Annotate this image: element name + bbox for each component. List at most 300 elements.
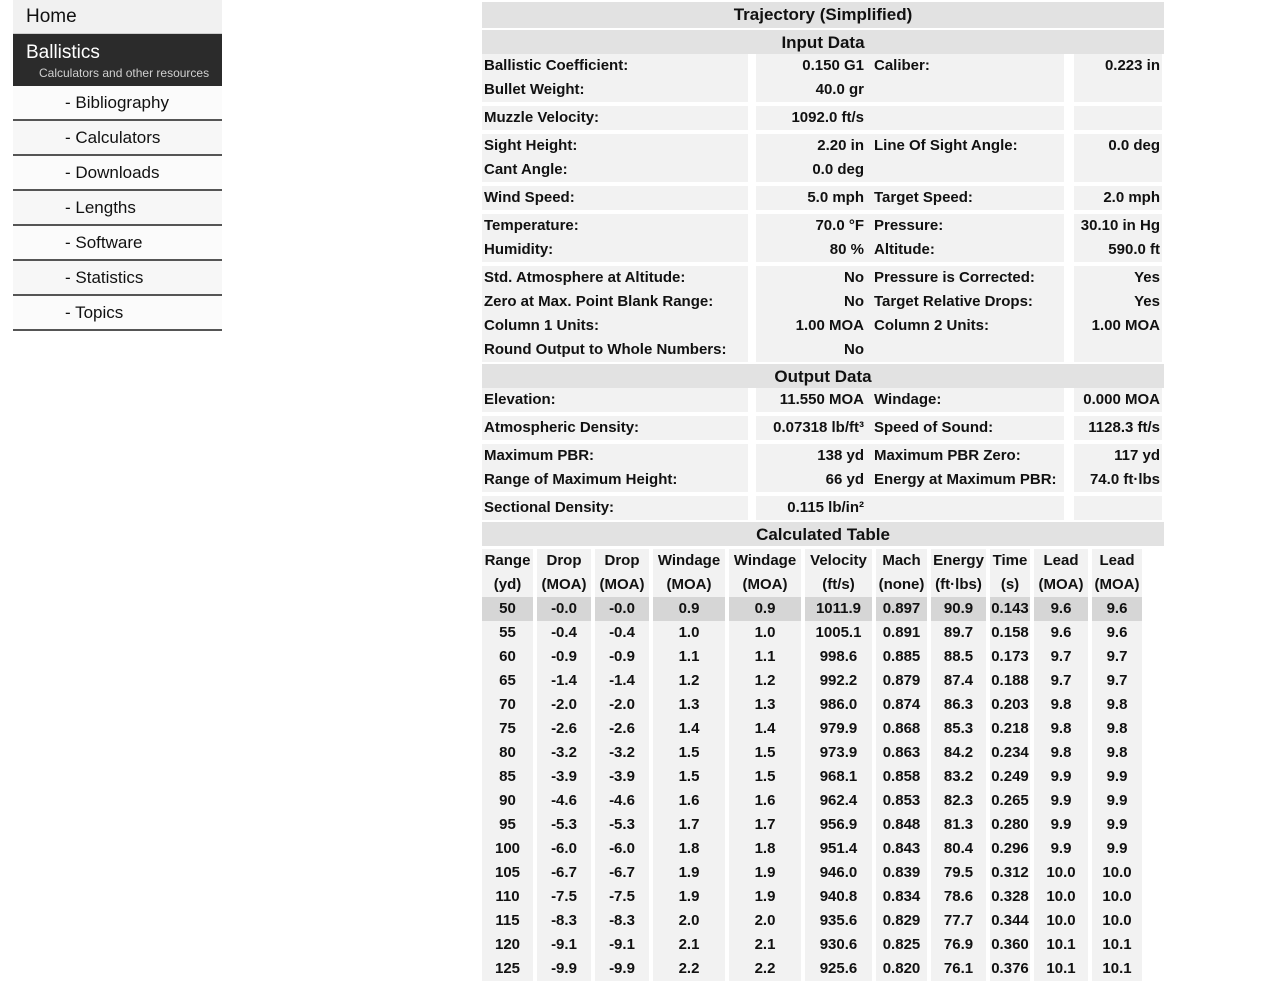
table-cell: 1.2: [729, 669, 801, 693]
row-value: 30.10 in Hg: [1074, 214, 1162, 238]
row-label: [866, 158, 1064, 182]
table-cell: 0.834: [876, 885, 927, 909]
table-cell: 87.4: [931, 669, 986, 693]
table-cell: 2.2: [729, 957, 801, 981]
table-cell: 0.296: [990, 837, 1030, 861]
table-cell: -5.3: [595, 813, 649, 837]
table-cell: 0.874: [876, 693, 927, 717]
table-cell: 10.1: [1092, 933, 1142, 957]
table-cell: 0.249: [990, 765, 1030, 789]
row-label: Sectional Density:: [482, 496, 748, 520]
row-value: No: [756, 290, 866, 314]
row-label: Pressure is Corrected:: [866, 266, 1064, 290]
table-cell: 65: [482, 669, 533, 693]
row-label: Maximum PBR:: [482, 444, 748, 468]
table-cell: 9.6: [1034, 597, 1088, 621]
table-cell: -2.6: [537, 717, 591, 741]
table-cell: 1.9: [729, 885, 801, 909]
table-cell: 75: [482, 717, 533, 741]
table-cell: 10.0: [1034, 861, 1088, 885]
row-value: No: [756, 338, 866, 362]
table-cell: 0.280: [990, 813, 1030, 837]
table-cell: 968.1: [805, 765, 872, 789]
table-cell: 0.839: [876, 861, 927, 885]
table-cell: 1.6: [653, 789, 725, 813]
column-unit: (none): [876, 573, 927, 597]
row-label: Maximum PBR Zero:: [866, 444, 1064, 468]
data-row: [482, 158, 1164, 182]
table-cell: 2.1: [729, 933, 801, 957]
column-unit: (MOA): [1034, 573, 1088, 597]
trajectory-table: [482, 0, 1164, 981]
column-unit: (MOA): [595, 573, 649, 597]
table-cell: 81.3: [931, 813, 986, 837]
table-cell: -3.2: [537, 741, 591, 765]
column-header: Drop: [537, 549, 591, 573]
table-cell: 9.8: [1034, 741, 1088, 765]
table-cell: 979.9: [805, 717, 872, 741]
column-header: Lead: [1034, 549, 1088, 573]
table-row: [482, 861, 1164, 885]
table-cell: 9.6: [1034, 621, 1088, 645]
data-row: [482, 106, 1164, 130]
row-value: 2.0 mph: [1074, 186, 1162, 210]
table-cell: 1.8: [653, 837, 725, 861]
table-cell: 1.9: [653, 861, 725, 885]
row-value: 11.550 MOA: [756, 388, 866, 412]
table-cell: 0.843: [876, 837, 927, 861]
table-cell: 925.6: [805, 957, 872, 981]
table-cell: 962.4: [805, 789, 872, 813]
table-cell: 10.1: [1092, 957, 1142, 981]
row-label: Zero at Max. Point Blank Range:: [482, 290, 748, 314]
row-value: [1074, 338, 1162, 362]
column-unit: (MOA): [1092, 573, 1142, 597]
row-value: 40.0 gr: [756, 78, 866, 102]
table-cell: -6.0: [537, 837, 591, 861]
table-cell: 1.6: [729, 789, 801, 813]
data-row: [482, 444, 1164, 468]
table-cell: 9.7: [1092, 645, 1142, 669]
table-cell: 1.5: [653, 765, 725, 789]
row-label: Std. Atmosphere at Altitude:: [482, 266, 748, 290]
table-cell: 70: [482, 693, 533, 717]
row-value: [1074, 106, 1162, 130]
table-cell: 88.5: [931, 645, 986, 669]
table-cell: 76.1: [931, 957, 986, 981]
table-cell: 9.8: [1092, 741, 1142, 765]
table-cell: 1.8: [729, 837, 801, 861]
table-cell: 0.891: [876, 621, 927, 645]
table-cell: 9.9: [1092, 813, 1142, 837]
table-cell: -0.0: [595, 597, 649, 621]
row-value: [1074, 496, 1162, 520]
table-cell: 2.2: [653, 957, 725, 981]
table-cell: -0.0: [537, 597, 591, 621]
table-cell: 1.9: [653, 885, 725, 909]
row-label: [866, 338, 1064, 362]
table-cell: -0.9: [537, 645, 591, 669]
column-header: Velocity: [805, 549, 872, 573]
table-cell: -9.1: [595, 933, 649, 957]
table-cell: 9.7: [1034, 645, 1088, 669]
column-header: Lead: [1092, 549, 1142, 573]
table-cell: 1.5: [729, 765, 801, 789]
table-row: [482, 693, 1164, 717]
sidebar-item[interactable]: - Software: [13, 226, 222, 261]
table-cell: -9.1: [537, 933, 591, 957]
table-cell: 55: [482, 621, 533, 645]
row-label: [866, 78, 1064, 102]
table-cell: -7.5: [595, 885, 649, 909]
table-cell: 0.897: [876, 597, 927, 621]
table-cell: 85.3: [931, 717, 986, 741]
row-label: Temperature:: [482, 214, 748, 238]
column-header: Range: [482, 549, 533, 573]
data-row: [482, 186, 1164, 210]
table-row: [482, 669, 1164, 693]
table-cell: 0.218: [990, 717, 1030, 741]
table-cell: 9.9: [1092, 765, 1142, 789]
table-cell: -0.9: [595, 645, 649, 669]
data-row: [482, 416, 1164, 440]
table-cell: 0.143: [990, 597, 1030, 621]
table-cell: 0.188: [990, 669, 1030, 693]
table-cell: 9.6: [1092, 621, 1142, 645]
row-value: 2.20 in: [756, 134, 866, 158]
output-data-header: Output Data: [482, 364, 1164, 388]
input-data-header: Input Data: [482, 30, 1164, 54]
data-row: [482, 134, 1164, 158]
row-value: Yes: [1074, 266, 1162, 290]
column-unit: (yd): [482, 573, 533, 597]
nav-home-link[interactable]: Home: [13, 0, 222, 34]
data-row: [482, 314, 1164, 338]
table-cell: 9.8: [1034, 717, 1088, 741]
row-value: 0.0 deg: [1074, 134, 1162, 158]
column-unit: (MOA): [537, 573, 591, 597]
table-cell: 82.3: [931, 789, 986, 813]
calculated-table-header: Calculated Table: [482, 522, 1164, 546]
table-cell: 115: [482, 909, 533, 933]
table-cell: 1.5: [653, 741, 725, 765]
row-value: Yes: [1074, 290, 1162, 314]
table-cell: 0.328: [990, 885, 1030, 909]
table-cell: 1.0: [729, 621, 801, 645]
row-label: Caliber:: [866, 54, 1064, 78]
table-row: [482, 741, 1164, 765]
table-cell: 0.376: [990, 957, 1030, 981]
column-unit: (MOA): [729, 573, 801, 597]
row-value: 590.0 ft: [1074, 238, 1162, 262]
row-label: Range of Maximum Height:: [482, 468, 748, 492]
row-value: 138 yd: [756, 444, 866, 468]
row-value: 1.00 MOA: [1074, 314, 1162, 338]
row-label: Bullet Weight:: [482, 78, 748, 102]
sidebar-nav: [13, 0, 222, 331]
row-label: Altitude:: [866, 238, 1064, 262]
table-row: [482, 765, 1164, 789]
table-row: [482, 621, 1164, 645]
row-value: 5.0 mph: [756, 186, 866, 210]
table-cell: 0.173: [990, 645, 1030, 669]
nav-ballistics-title: Ballistics: [26, 42, 100, 63]
table-cell: 9.9: [1092, 789, 1142, 813]
table-cell: -0.4: [537, 621, 591, 645]
table-cell: 10.0: [1092, 861, 1142, 885]
row-value: 117 yd: [1074, 444, 1162, 468]
table-cell: 0.879: [876, 669, 927, 693]
table-row: [482, 813, 1164, 837]
table-cell: -7.5: [537, 885, 591, 909]
row-label: Line Of Sight Angle:: [866, 134, 1064, 158]
table-cell: 50: [482, 597, 533, 621]
data-row: [482, 338, 1164, 362]
table-cell: 0.344: [990, 909, 1030, 933]
column-header: Energy: [931, 549, 986, 573]
table-cell: 0.158: [990, 621, 1030, 645]
table-cell: 0.265: [990, 789, 1030, 813]
table-cell: 956.9: [805, 813, 872, 837]
row-label: Wind Speed:: [482, 186, 748, 210]
row-value: 0.0 deg: [756, 158, 866, 182]
table-cell: 1.5: [729, 741, 801, 765]
table-cell: 2.1: [653, 933, 725, 957]
table-cell: 110: [482, 885, 533, 909]
table-cell: -5.3: [537, 813, 591, 837]
nav-ballistics-active[interactable]: [13, 34, 222, 86]
data-row: [482, 214, 1164, 238]
table-cell: 0.825: [876, 933, 927, 957]
table-cell: 935.6: [805, 909, 872, 933]
column-header: Drop: [595, 549, 649, 573]
table-cell: -0.4: [595, 621, 649, 645]
table-cell: 9.9: [1092, 837, 1142, 861]
sidebar-item[interactable]: - Topics: [13, 296, 222, 331]
table-cell: 10.0: [1092, 909, 1142, 933]
data-row: [482, 238, 1164, 262]
table-cell: 9.6: [1092, 597, 1142, 621]
table-cell: 946.0: [805, 861, 872, 885]
table-cell: -4.6: [595, 789, 649, 813]
table-cell: 89.7: [931, 621, 986, 645]
row-value: 74.0 ft·lbs: [1074, 468, 1162, 492]
table-cell: 0.312: [990, 861, 1030, 885]
page-title: Trajectory (Simplified): [482, 2, 1164, 28]
table-cell: 100: [482, 837, 533, 861]
table-cell: 1.3: [729, 693, 801, 717]
table-cell: 10.0: [1034, 909, 1088, 933]
table-cell: 0.868: [876, 717, 927, 741]
table-cell: 940.8: [805, 885, 872, 909]
table-cell: 86.3: [931, 693, 986, 717]
table-cell: 0.853: [876, 789, 927, 813]
table-row: [482, 645, 1164, 669]
row-label: [866, 106, 1064, 130]
table-cell: 1.0: [653, 621, 725, 645]
data-row: [482, 290, 1164, 314]
table-cell: 9.9: [1034, 813, 1088, 837]
row-label: Column 1 Units:: [482, 314, 748, 338]
table-cell: 0.820: [876, 957, 927, 981]
row-label: Ballistic Coefficient:: [482, 54, 748, 78]
table-row: [482, 957, 1164, 981]
data-row: [482, 266, 1164, 290]
table-cell: 2.0: [653, 909, 725, 933]
data-row: [482, 468, 1164, 492]
table-cell: 9.8: [1092, 717, 1142, 741]
table-cell: 1.7: [729, 813, 801, 837]
table-cell: -1.4: [537, 669, 591, 693]
table-cell: 1.1: [653, 645, 725, 669]
table-cell: 79.5: [931, 861, 986, 885]
table-cell: 1.4: [653, 717, 725, 741]
table-cell: 80: [482, 741, 533, 765]
table-cell: 10.1: [1034, 933, 1088, 957]
table-cell: 120: [482, 933, 533, 957]
table-cell: 95: [482, 813, 533, 837]
table-cell: 9.9: [1034, 765, 1088, 789]
table-cell: 0.9: [729, 597, 801, 621]
row-label: [866, 496, 1064, 520]
table-cell: -1.4: [595, 669, 649, 693]
row-label: Energy at Maximum PBR:: [866, 468, 1064, 492]
table-cell: -2.0: [595, 693, 649, 717]
table-cell: -9.9: [537, 957, 591, 981]
table-row: [482, 933, 1164, 957]
table-cell: 9.7: [1092, 669, 1142, 693]
table-row: [482, 717, 1164, 741]
row-label: Pressure:: [866, 214, 1064, 238]
data-row: [482, 388, 1164, 412]
table-cell: 78.6: [931, 885, 986, 909]
row-value: 0.115 lb/in²: [756, 496, 866, 520]
row-value: 70.0 °F: [756, 214, 866, 238]
table-cell: 10.0: [1092, 885, 1142, 909]
table-cell: -6.0: [595, 837, 649, 861]
sidebar-item[interactable]: - Lengths: [13, 191, 222, 226]
sidebar-item[interactable]: - Bibliography: [13, 86, 222, 121]
row-label: Target Speed:: [866, 186, 1064, 210]
table-cell: 0.203: [990, 693, 1030, 717]
row-label: Target Relative Drops:: [866, 290, 1064, 314]
table-cell: -3.9: [537, 765, 591, 789]
table-cell: -2.0: [537, 693, 591, 717]
sidebar-item[interactable]: - Statistics: [13, 261, 222, 296]
row-label: Cant Angle:: [482, 158, 748, 182]
data-row: [482, 54, 1164, 78]
column-unit: (ft/s): [805, 573, 872, 597]
column-unit: (s): [990, 573, 1030, 597]
table-cell: 0.863: [876, 741, 927, 765]
table-cell: 9.8: [1034, 693, 1088, 717]
table-cell: 1.1: [729, 645, 801, 669]
table-cell: 1.2: [653, 669, 725, 693]
table-row: [482, 909, 1164, 933]
table-cell: 10.0: [1034, 885, 1088, 909]
table-cell: 998.6: [805, 645, 872, 669]
table-cell: -6.7: [537, 861, 591, 885]
table-cell: 9.9: [1034, 789, 1088, 813]
table-cell: 973.9: [805, 741, 872, 765]
table-cell: 2.0: [729, 909, 801, 933]
table-cell: 1.9: [729, 861, 801, 885]
row-value: 0.000 MOA: [1074, 388, 1162, 412]
row-value: [1074, 78, 1162, 102]
table-cell: 0.234: [990, 741, 1030, 765]
table-cell: 10.1: [1034, 957, 1088, 981]
column-unit: (ft·lbs): [931, 573, 986, 597]
table-cell: 0.829: [876, 909, 927, 933]
row-label: Column 2 Units:: [866, 314, 1064, 338]
table-row: [482, 597, 1164, 621]
table-cell: 9.8: [1092, 693, 1142, 717]
table-cell: 1011.9: [805, 597, 872, 621]
table-cell: 1005.1: [805, 621, 872, 645]
table-cell: 9.9: [1034, 837, 1088, 861]
row-label: Muzzle Velocity:: [482, 106, 748, 130]
table-cell: 9.7: [1034, 669, 1088, 693]
table-cell: 80.4: [931, 837, 986, 861]
table-cell: 1.4: [729, 717, 801, 741]
table-cell: 1.3: [653, 693, 725, 717]
column-header: Mach: [876, 549, 927, 573]
row-value: 1.00 MOA: [756, 314, 866, 338]
table-cell: 105: [482, 861, 533, 885]
table-row: [482, 837, 1164, 861]
table-cell: 0.848: [876, 813, 927, 837]
table-cell: 85: [482, 765, 533, 789]
row-value: 1092.0 ft/s: [756, 106, 866, 130]
table-cell: 951.4: [805, 837, 872, 861]
row-label: Speed of Sound:: [866, 416, 1064, 440]
table-cell: 83.2: [931, 765, 986, 789]
data-row: [482, 496, 1164, 520]
column-unit: (MOA): [653, 573, 725, 597]
row-label: Humidity:: [482, 238, 748, 262]
column-header: Windage: [653, 549, 725, 573]
table-cell: 60: [482, 645, 533, 669]
data-row: [482, 78, 1164, 102]
row-label: Round Output to Whole Numbers:: [482, 338, 748, 362]
row-value: 80 %: [756, 238, 866, 262]
table-cell: 76.9: [931, 933, 986, 957]
table-cell: 90: [482, 789, 533, 813]
table-cell: 0.858: [876, 765, 927, 789]
table-cell: -8.3: [537, 909, 591, 933]
table-cell: 0.9: [653, 597, 725, 621]
table-cell: 0.885: [876, 645, 927, 669]
row-value: 0.223 in: [1074, 54, 1162, 78]
row-value: 66 yd: [756, 468, 866, 492]
row-value: No: [756, 266, 866, 290]
row-value: 1128.3 ft/s: [1074, 416, 1162, 440]
column-header: Time: [990, 549, 1030, 573]
sidebar-item[interactable]: - Calculators: [13, 121, 222, 156]
table-cell: 125: [482, 957, 533, 981]
column-header: Windage: [729, 549, 801, 573]
table-cell: 0.360: [990, 933, 1030, 957]
table-row: [482, 885, 1164, 909]
table-cell: -3.2: [595, 741, 649, 765]
row-value: 0.07318 lb/ft³: [756, 416, 866, 440]
row-label: Sight Height:: [482, 134, 748, 158]
table-row: [482, 789, 1164, 813]
sidebar-item[interactable]: - Downloads: [13, 156, 222, 191]
table-cell: -6.7: [595, 861, 649, 885]
table-cell: 77.7: [931, 909, 986, 933]
table-cell: 930.6: [805, 933, 872, 957]
